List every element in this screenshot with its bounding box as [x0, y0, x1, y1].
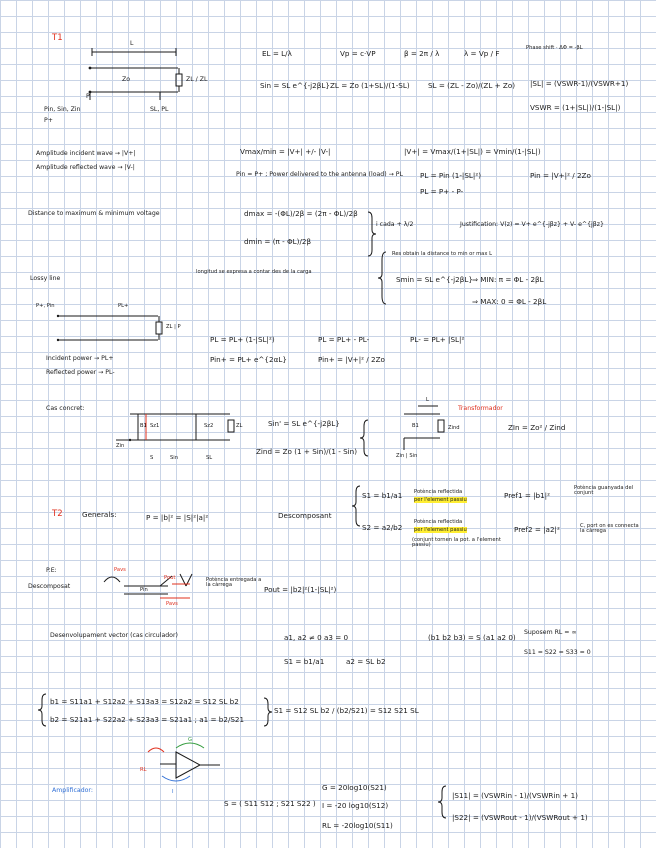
- smin-formula: Smin = SL e^{-j2βL}: [396, 275, 473, 284]
- amp-rl-formula: RL = -20log10(S11): [322, 821, 393, 830]
- concrete-sl: SL: [206, 455, 213, 461]
- pin-formula: Pin = |V+|² / 2Zo: [530, 171, 591, 180]
- t1-pplus-label: P+: [44, 117, 53, 124]
- distance-label: Distance to maximum & minimum voltage: [28, 210, 160, 217]
- t1-load-label: ZL / ZL: [186, 76, 208, 83]
- concrete-s: S: [150, 455, 154, 461]
- res-note: Res obtain la distance to min or max L: [392, 251, 492, 257]
- lossy-line-label: Lossy line: [30, 275, 61, 282]
- amp-s-matrix: S = ( S11 S12 ; S21 S22 ): [224, 799, 316, 808]
- phase-shift-note: Phase shift · ΔΦ = -βL: [526, 45, 583, 51]
- amp-g-formula: G = 20log10(S21): [322, 783, 387, 792]
- generals-label: Generals:: [82, 510, 117, 519]
- concrete-b1: B1: [140, 423, 147, 429]
- lossy-zl-label: ZL | P: [166, 324, 181, 330]
- sin-formula: Sin = SL e^{-j2βL}: [260, 81, 330, 90]
- a-condition: a1, a2 ≠ 0 a3 = 0: [284, 633, 349, 642]
- s2-note-b-text: per l'element passiu: [414, 527, 467, 533]
- a2-def: a2 = SL b2: [346, 657, 386, 666]
- sl-mag-formula: |SL| = (VSWR-1)/(VSWR+1): [530, 79, 629, 88]
- t1-title: T1: [52, 33, 63, 43]
- amplitude-incident: Amplitude incident wave → |V+|: [36, 150, 136, 157]
- pe-label: P.E:: [46, 567, 57, 574]
- pref1-formula: Pref1 = |b1|²: [504, 491, 550, 500]
- concrete-sin-formula: Sin' = SL e^{-j2βL}: [268, 419, 340, 428]
- t1-port-label: P: [86, 93, 90, 100]
- s1-note-b-text: per l'element passiu: [414, 497, 467, 503]
- vplus-formula: |V+| = Vmax/(1+|SL|) = Vmin/(1-|SL|): [404, 147, 541, 156]
- amp-i: I: [172, 789, 174, 795]
- pl-formula: PL = Pin (1-|SL|²): [420, 171, 482, 180]
- vector-decomp-label: Desenvolupament vector (cas circulador): [50, 632, 178, 639]
- concrete-zind-formula: Zind = Zo (1 + Sin)/(1 - Sin): [256, 447, 358, 456]
- vmax-min-formula: Vmax/min = |V+| +/- |V-|: [240, 147, 331, 156]
- concrete-case-label: Cas concret:: [46, 405, 85, 412]
- s2-note-b: [414, 528, 467, 533]
- t2-title: T2: [52, 509, 63, 519]
- concrete-zl: ZL: [236, 423, 243, 429]
- p-formula: P = |b|² = |S|²|a|²: [146, 513, 209, 522]
- pref2-note: C, port on es connecta la càrrega: [580, 523, 639, 535]
- pe-prev: Pavs: [114, 567, 126, 573]
- s1-result-def: S1 = b1/a1: [284, 657, 325, 666]
- transformer-zin: Zin | Sin: [396, 453, 418, 459]
- s-equation: (b1 b2 b3) = S (a1 a2 0): [428, 633, 516, 642]
- transformer-zind: Zind: [448, 425, 460, 431]
- s1-note-b: [414, 498, 467, 503]
- amplifier-label: Amplificador:: [52, 787, 93, 794]
- amp-g: G: [188, 737, 193, 743]
- vp-formula: Vp = c·VP: [340, 49, 376, 58]
- lossy-reflected-power: Reflected power → PL-: [46, 369, 115, 376]
- pin-note: Pin = P+ ; Power delivered to the antenna (load) → PL: [236, 171, 403, 178]
- t1-length-label: L: [130, 40, 134, 47]
- sl-formula: SL = (ZL - Zo)/(ZL + Zo): [428, 81, 516, 90]
- lossy-pl-formula: PL = PL+ (1-|SL|²): [210, 335, 275, 344]
- s11-vswr-formula: |S11| = (VSWRin - 1)/(VSWRin + 1): [452, 791, 578, 800]
- lossy-pinplus-formula: Pin+ = PL+ e^{2αL}: [210, 355, 287, 364]
- amplitude-reflected: Amplitude reflected wave → |V-|: [36, 164, 135, 171]
- concrete-sin: Sin: [170, 455, 179, 461]
- assume-label: Suposem RL = ∞: [524, 629, 577, 636]
- length-note: longitud se expresa a contar des de la carga: [196, 269, 312, 275]
- amp-i-formula: I = -20 log10(S12): [322, 801, 389, 810]
- concrete-sz1: Sz1: [150, 423, 160, 429]
- lossy-incident-power: Incident power → PL+: [46, 355, 114, 362]
- zl-formula: ZL = Zo (1+SL)/(1-SL): [330, 81, 410, 90]
- pe-pout: Pout: [164, 575, 176, 581]
- dmax-formula: dmax = -(ΦL)/2β = (2π - ΦL)/2β: [244, 209, 358, 218]
- lossy-circuit-out: PL+: [118, 303, 129, 309]
- dmin-formula: dmin = (π - ΦL)/2β: [244, 237, 312, 246]
- s1-def: S1 = b1/a1: [362, 491, 403, 500]
- vswr-formula: VSWR = (1+|SL|)/(1-|SL|): [530, 103, 621, 112]
- lambda-formula: λ = Vp / F: [464, 49, 500, 58]
- pref1-note: Potència guanyada del conjunt: [574, 485, 634, 497]
- transformer-label: Transformador: [458, 405, 503, 412]
- s22-vswr-formula: |S22| = (VSWRout - 1)/(VSWRout + 1): [452, 813, 588, 822]
- t1-in-label: Pin, Sin, Zin: [44, 106, 81, 113]
- transformer-l: L: [426, 397, 429, 403]
- pl-formula-2: PL = P+ - P-: [420, 187, 464, 196]
- s2-note-c: (conjunt tornen la pot. a l'element passiu): [412, 537, 501, 549]
- min-condition: ⇒ MIN: π = ΦL - 2βL: [472, 275, 544, 284]
- eq-b2: b2 = S21a1 + S22a2 + S23a3 = S21a1 ; a1 = b2/S21: [50, 715, 245, 724]
- zin-transformer-formula: ZIn = Zo² / Zind: [508, 423, 566, 432]
- each-lambda-note: i cada + λ/2: [376, 221, 414, 228]
- pe-pin: Pin: [140, 587, 148, 593]
- pe-decompose-label: Descomposat: [28, 583, 71, 590]
- concrete-zin: Zin: [116, 443, 125, 449]
- lossy-circuit-in: P+, Pin: [36, 303, 55, 309]
- t1-out-label: SL, PL: [150, 106, 169, 113]
- s1-final-result: S1 = S12 SL b2 / (b2/S21) = S12 S21 SL: [274, 706, 419, 715]
- pref2-formula: Pref2 = |a2|²: [514, 525, 560, 534]
- concrete-sz2: Sz2: [204, 423, 214, 429]
- decompose-label: Descomposant: [278, 511, 332, 520]
- s2-note-a: Potència reflectida: [414, 519, 463, 525]
- s-zero-formula: S11 = S22 = S33 = 0: [524, 649, 591, 656]
- pe-pavs: Pavs: [166, 601, 178, 607]
- justification-formula: Justification: V(z) = V+ e^{-jβz} + V- e^{jβz}: [460, 221, 604, 228]
- pe-note: Potència entregada a la càrrega: [206, 577, 262, 589]
- el-formula: EL = L/λ: [262, 49, 292, 58]
- lossy-plminus-formula: PL- = PL+ |SL|²: [410, 335, 465, 344]
- eq-b1: b1 = S11a1 + S12a2 + S13a3 = S12a2 = S12 SL b2: [50, 697, 239, 706]
- beta-formula: β = 2π / λ: [404, 49, 440, 58]
- t1-z0-label: Zo: [122, 76, 131, 83]
- max-condition: ⇒ MAX: 0 = ΦL - 2βL: [472, 297, 547, 306]
- transformer-b1: B1: [412, 423, 419, 429]
- amp-rl: RL: [140, 767, 147, 773]
- lossy-pin-formula: Pin+ = |V+|² / 2Zo: [318, 355, 385, 364]
- s2-def: S2 = a2/b2: [362, 523, 403, 532]
- pout-formula: Pout = |b2|²(1-|SL|²): [264, 585, 337, 594]
- lossy-pl2-formula: PL = PL+ - PL-: [318, 335, 370, 344]
- s1-note-a: Potència reflectida: [414, 489, 463, 495]
